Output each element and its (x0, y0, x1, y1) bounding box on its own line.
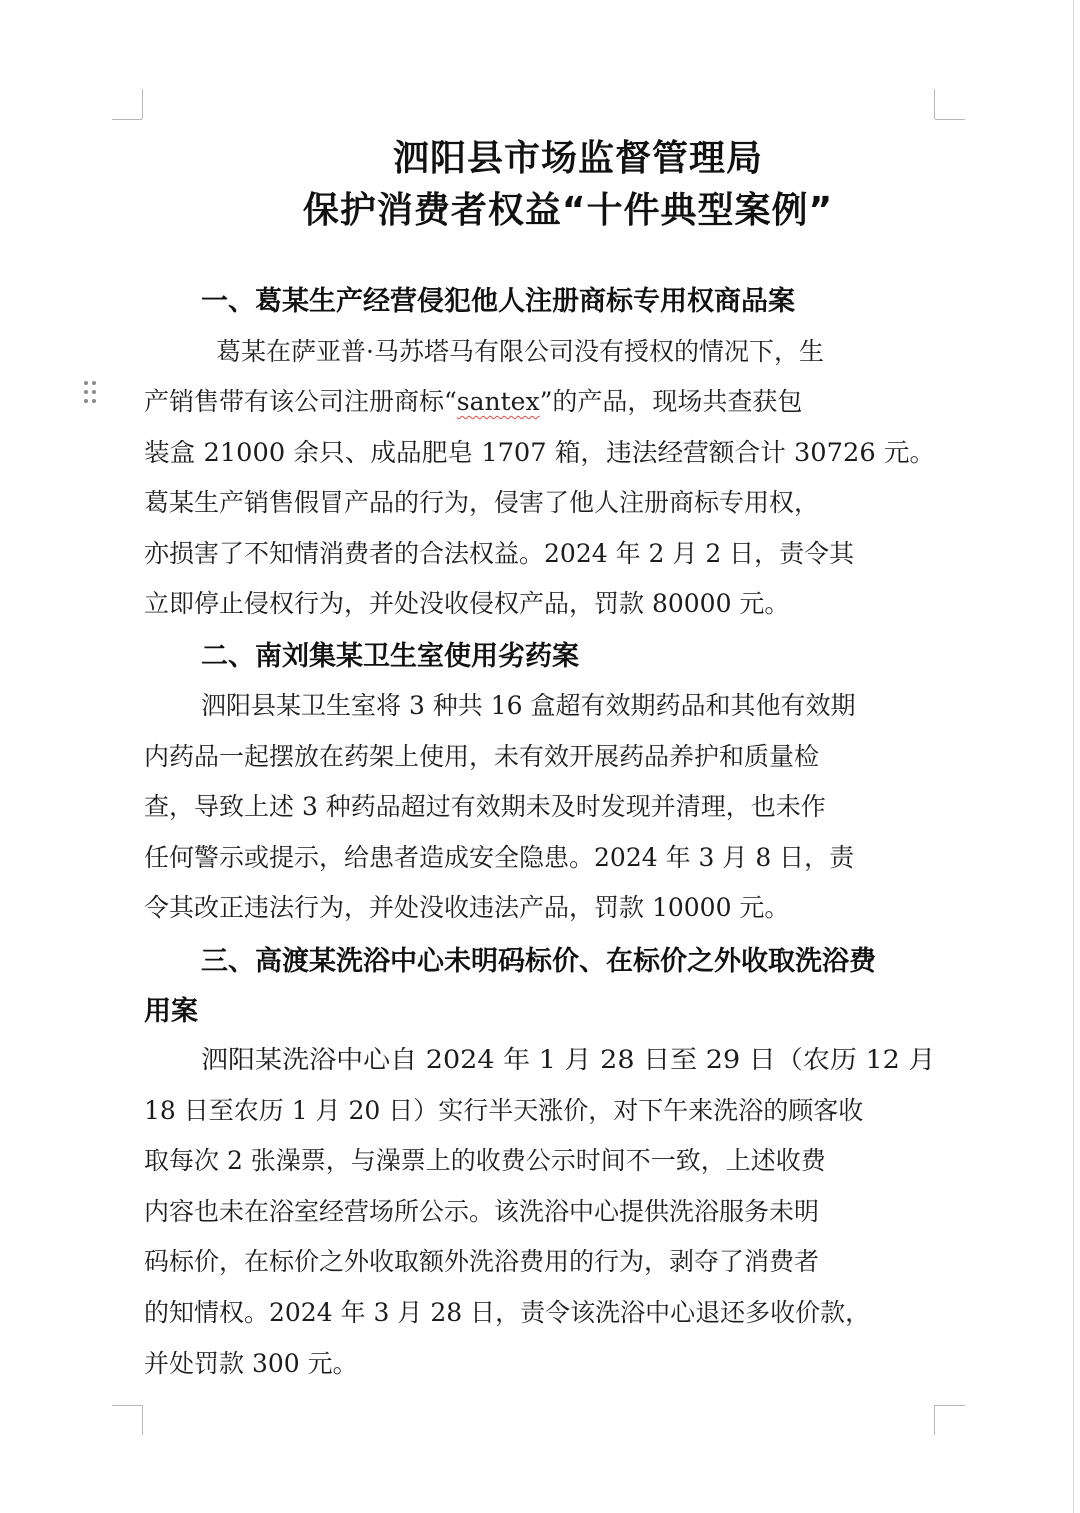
case-3-line-4: 内容也未在浴室经营场所公示。该洗浴中心提供洗浴服务未明 (144, 1197, 820, 1226)
case-2-line-2: 内药品一起摆放在药架上使用，未有效开展药品养护和质量检 (144, 742, 820, 771)
trademark-santex: santex (456, 387, 540, 416)
case-1-line-2-part-b: ”的产品，现场共查获包 (539, 387, 803, 416)
case-3-heading-continued: 用案 (144, 996, 198, 1027)
case-3-line-1: 泗阳某洗浴中心自 2024 年 1 月 28 日至 29 日（农历 12 月 (201, 1045, 936, 1074)
case-2-line-4: 任何警示或提示，给患者造成安全隐患。2024 年 3 月 8 日，责 (144, 843, 855, 872)
case-1-line-6: 立即停止侵权行为，并处没收侵权产品，罚款 80000 元。 (144, 589, 790, 618)
case-1-line-2-part-a: 产销售带有该公司注册商标“ (144, 387, 457, 416)
case-2-heading: 二、南刘集某卫生室使用劣药案 (201, 641, 579, 672)
document-title-line-2: 保护消费者权益“十件典型案例” (302, 190, 834, 231)
crop-mark-bottom-right-h (935, 1405, 965, 1406)
crop-mark-top-left-v (142, 89, 143, 119)
case-3-line-3: 取每次 2 张澡票，与澡票上的收费公示时间不一致，上述收费 (144, 1146, 826, 1175)
crop-mark-bottom-right-v (934, 1405, 935, 1435)
crop-mark-top-right-v (934, 89, 935, 119)
case-1-line-3: 装盒 21000 余只、成品肥皂 1707 箱，违法经营额合计 30726 元。 (144, 438, 936, 467)
case-3-heading: 三、高渡某洗浴中心未明码标价、在标价之外收取洗浴费 (201, 946, 876, 977)
case-3-line-7: 并处罚款 300 元。 (144, 1349, 358, 1378)
case-3-line-6: 的知情权。2024 年 3 月 28 日，责令该洗浴中心退还多收价款， (144, 1298, 871, 1327)
document-title-line-1: 泗阳县市场监督管理局 (392, 138, 763, 179)
case-1-line-1: 葛某在萨亚普·马苏塔马有限公司没有授权的情况下，生 (216, 337, 824, 366)
case-3-line-5: 码标价，在标价之外收取额外洗浴费用的行为，剥夺了消费者 (144, 1247, 820, 1276)
case-1-line-5: 亦损害了不知情消费者的合法权益。2024 年 2 月 2 日，责令其 (144, 539, 855, 568)
case-2-line-5: 令其改正违法行为，并处没收违法产品，罚款 10000 元。 (144, 893, 790, 922)
crop-mark-top-right-h (935, 119, 965, 120)
case-2-line-1: 泗阳县某卫生室将 3 种共 16 盒超有效期药品和其他有效期 (201, 691, 856, 720)
case-1-heading: 一、葛某生产经营侵犯他人注册商标专用权商品案 (201, 286, 795, 317)
crop-mark-top-left-h (112, 119, 142, 120)
case-1-line-4: 葛某生产销售假冒产品的行为，侵害了他人注册商标专用权， (144, 488, 820, 517)
case-3-line-2: 18 日至农历 1 月 20 日）实行半天涨价，对下午来洗浴的顾客收 (144, 1096, 864, 1125)
case-1-line-2 (144, 382, 802, 418)
crop-mark-bottom-left-v (142, 1405, 143, 1435)
crop-mark-bottom-left-h (112, 1405, 142, 1406)
paragraph-drag-handle-icon[interactable] (82, 380, 98, 406)
case-2-line-3: 查，导致上述 3 种药品超过有效期未及时发现并清理，也未作 (144, 792, 826, 821)
